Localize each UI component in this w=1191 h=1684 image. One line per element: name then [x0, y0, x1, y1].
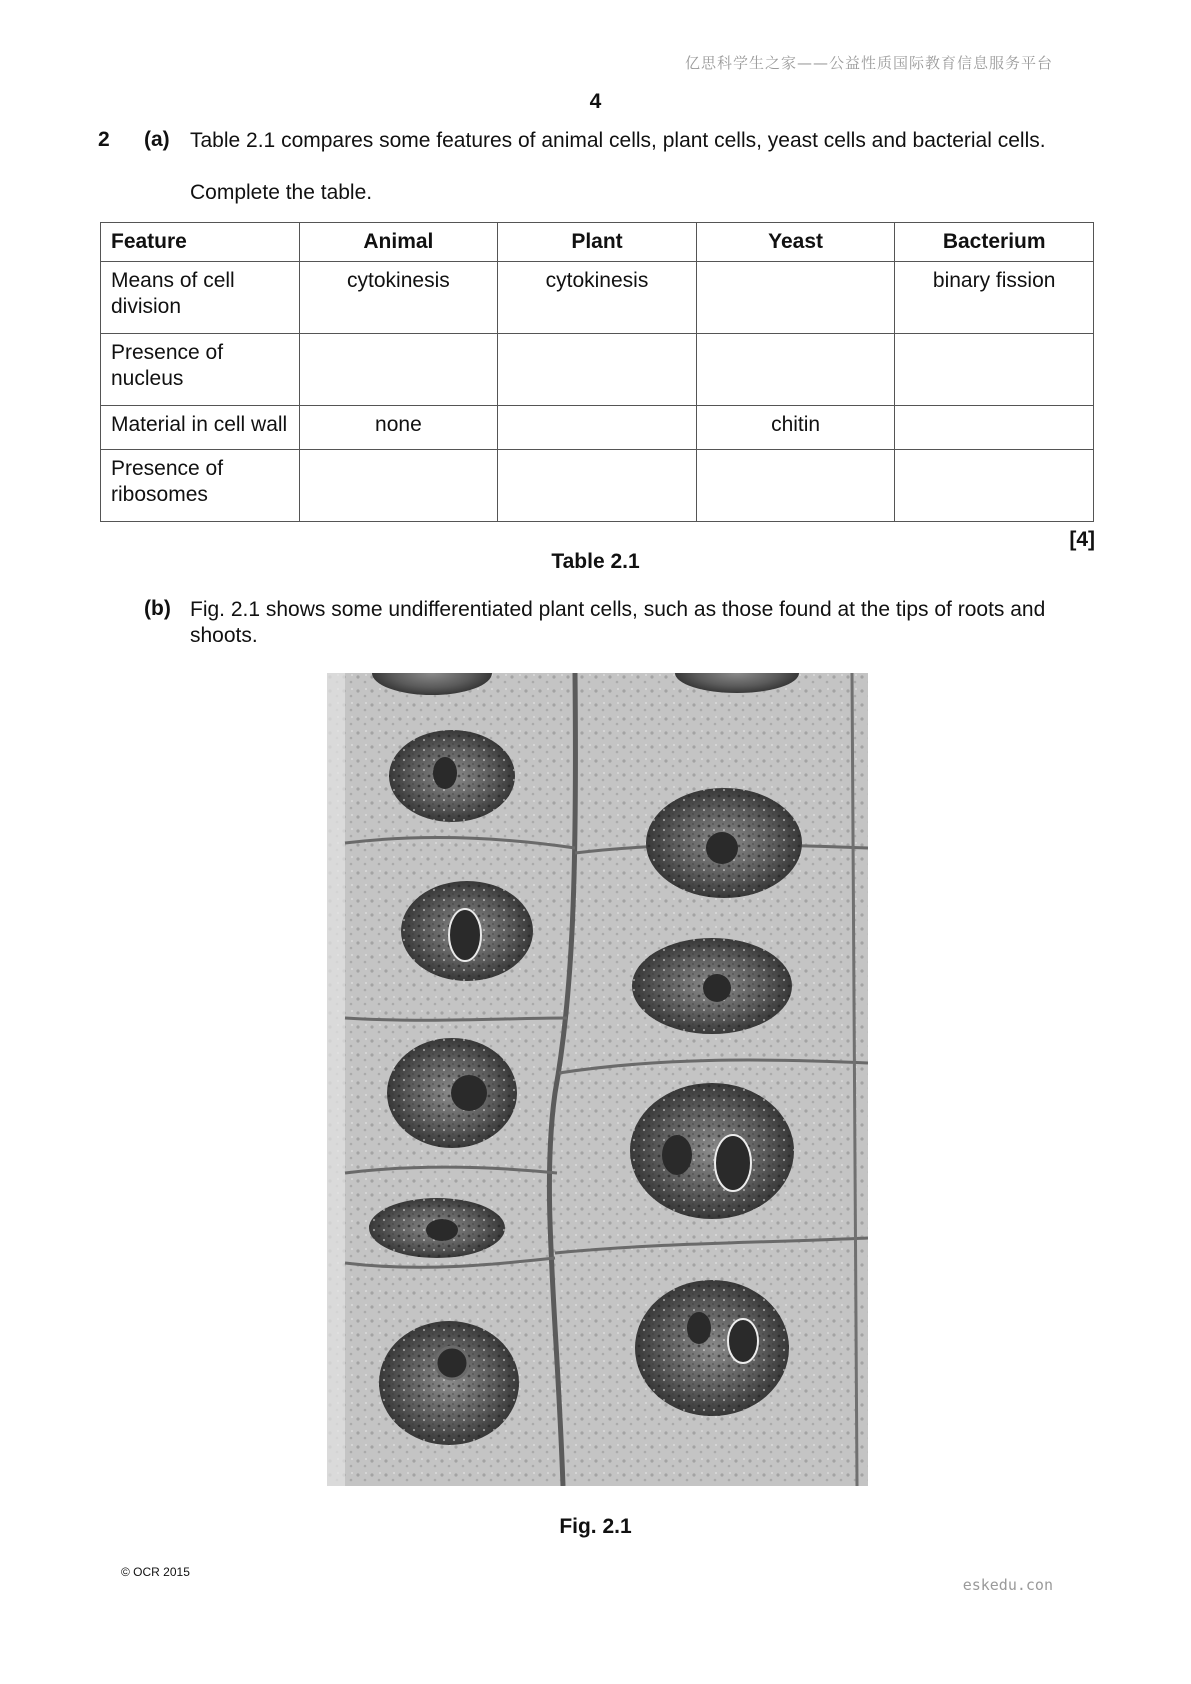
copyright: © OCR 2015 — [121, 1565, 190, 1579]
part-a-instruction: Complete the table. — [190, 181, 373, 204]
row-label-cell: Means of cell division — [101, 262, 300, 334]
table-header-cell: Feature — [101, 223, 300, 262]
table-row — [101, 262, 1094, 334]
part-a-label: (a) — [144, 128, 170, 151]
answer-cell[interactable] — [498, 334, 697, 406]
answer-cell[interactable] — [299, 449, 498, 521]
row-label-cell: Presence of nucleus — [101, 334, 300, 406]
part-a-text: Table 2.1 compares some features of animal cells, plant cells, yeast cells and bacterial cells. — [190, 129, 1046, 152]
answer-cell[interactable] — [895, 406, 1094, 449]
figure-caption: Fig. 2.1 — [559, 1515, 632, 1538]
part-b-label: (b) — [144, 597, 171, 620]
answer-cell[interactable] — [498, 406, 697, 449]
page-number: 4 — [589, 90, 602, 113]
table-row — [101, 406, 1094, 449]
table-header-row — [101, 223, 1094, 262]
answer-cell[interactable] — [696, 334, 895, 406]
answer-cell[interactable] — [895, 449, 1094, 521]
table-header-cell: Plant — [498, 223, 697, 262]
table-row — [101, 449, 1094, 521]
row-label-cell: Presence of ribosomes — [101, 449, 300, 521]
answer-cell[interactable] — [895, 334, 1094, 406]
answer-cell[interactable] — [696, 262, 895, 334]
header-watermark: 亿思科学生之家——公益性质国际教育信息服务平台 — [684, 54, 1053, 72]
row-label-cell: Material in cell wall — [101, 406, 300, 449]
table-header-cell: Bacterium — [895, 223, 1094, 262]
table-cell: none — [299, 406, 498, 449]
answer-cell[interactable] — [299, 334, 498, 406]
answer-cell[interactable] — [498, 449, 697, 521]
table-cell: chitin — [696, 406, 895, 449]
table-cell: cytokinesis — [498, 262, 697, 334]
table-cell: binary fission — [895, 262, 1094, 334]
table-header-cell: Yeast — [696, 223, 895, 262]
table-header-cell: Animal — [299, 223, 498, 262]
question-number: 2 — [98, 128, 110, 151]
features-table — [100, 222, 1094, 522]
table-cell: cytokinesis — [299, 262, 498, 334]
part-b-text: Fig. 2.1 shows some undifferentiated plant cells, such as those found at the tips of roots and shoots. — [190, 598, 1046, 647]
table-caption: Table 2.1 — [551, 550, 640, 573]
table-row — [101, 334, 1094, 406]
footer-watermark: eskedu.con — [962, 1576, 1053, 1594]
marks-label: [4] — [1069, 528, 1095, 551]
plant-cells-micrograph — [327, 673, 868, 1486]
answer-cell[interactable] — [696, 449, 895, 521]
